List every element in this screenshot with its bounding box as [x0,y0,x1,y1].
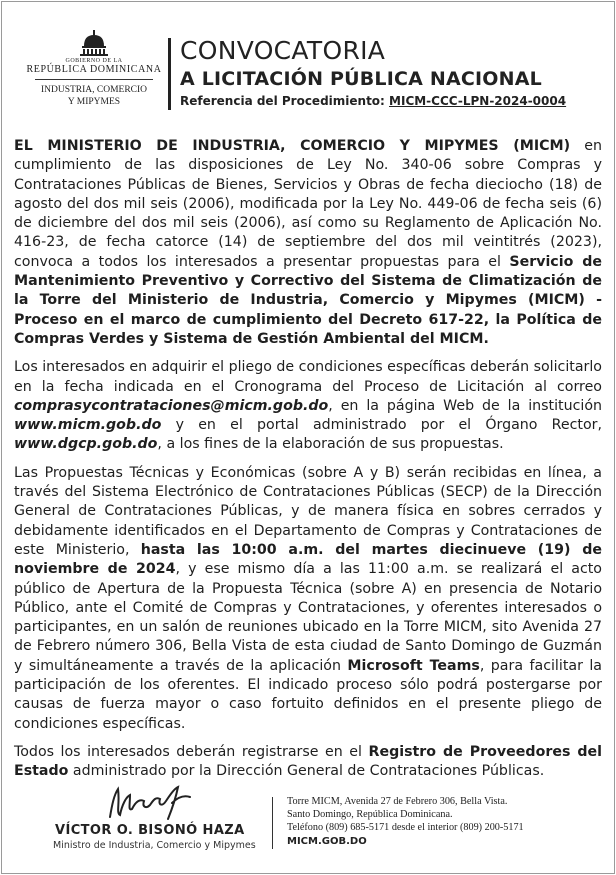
phone-line: Teléfono (809) 685-5171 desde el interior (809) 200-5171 [287,822,524,834]
procedure-reference [180,94,566,108]
paragraph-1 [14,137,602,349]
government-logo [24,30,164,108]
supplier-registry: Registro de Proveedores del Estado [14,743,603,780]
dgcp-website-link[interactable]: www.dgcp.gob.do [14,436,158,453]
paragraph-2 [14,358,602,454]
national-palace-dome-icon [77,30,111,56]
email-link[interactable]: comprasycontrataciones@micm.gob.do [14,397,329,414]
reference-code: MICM-CCC-LPN-2024-0004 [389,94,567,108]
paragraph-3-text-c: , para facilitar la participación de los oferentes. El indicado proceso sólo podrá postergarse por causas de fuerza mayor o caso fortuito definidos en el presente pliego de condiciones específicas. [14,657,603,732]
signer-name: VÍCTOR O. BISONÓ HAZA [55,823,245,838]
paragraph-3 [14,464,602,734]
page-title: CONVOCATORIA [180,36,386,65]
ministry-label-line1: INDUSTRIA, COMERCIO [40,85,148,95]
paragraph-4-text-b: administrado por la Dirección General de Contrataciones Públicas. [68,763,545,780]
paragraph-4-text-a: Todos los interesados deberán registrarse en el [14,743,369,760]
footer-divider [272,797,273,849]
header-divider [168,38,171,110]
teams-app: Microsoft Teams [347,657,480,674]
paragraph-2-text-b: , en la página Web de la institución [328,397,602,414]
page-subtitle: A LICITACIÓN PÚBLICA NACIONAL [180,68,542,90]
reference-label: Referencia del Procedimiento: [180,94,390,108]
paragraph-1-text: en cumplimiento de las disposiciones de Ley No. 340-06 sobre Compras y Contrataciones Públicas de Bienes, Servicios y Obras de fecha dieciocho (18) de agosto del dos mil seis (2006), modificada por la Ley No. 449-06 de fecha seis (6) de diciembre del dos mil seis (2006), así como su Reglamento de Aplicación No. 416-23, de fecha catorce (14) de septiembre del dos mil veintitrés (2023), convoca a todos los interesados a presentar propuestas para el [14,138,602,270]
paragraph-3-text-b: , y ese mismo día a las 11:00 a.m. se realizará el acto público de Apertura de la Propuesta Técnica (sobre A) en presencia de Notario Público, ante el Comité de Compras y Contrataciones, y oferentes interesados o participantes, en un salón de reuniones ubicado en la Torre MICM, sito Avenida 27 de Febrero número 306, Bella Vista de esta ciudad de Santo Domingo de Guzmán y simultáneamente a través de la aplicación [14,561,602,674]
logo-divider [35,79,153,80]
paragraph-2-text-d: , a los fines de la elaboración de sus propuestas. [157,436,504,453]
announcement-body [14,137,602,791]
signer-role: Ministro de Industria, Comercio y Mipymes [53,840,256,851]
ministry-name: EL MINISTERIO DE INDUSTRIA, COMERCIO Y MIPYMES (MICM) [14,138,571,154]
paragraph-2-text-c: y en el portal administrado por el Órgano Rector, [161,417,602,434]
paragraph-2-text-a: Los interesados en adquirir el pliego de condiciones específicas deberán solicitarlo en la fecha indicada en el Cronograma del Proceso de Licitación al correo [14,359,602,395]
micm-website-link[interactable]: www.micm.gob.do [14,417,162,434]
address-line-2: Santo Domingo, República Dominicana. [287,809,453,821]
address-line-1: Torre MICM, Avenida 27 de Febrero 306, Bella Vista. [287,796,508,807]
deadline: hasta las 10:00 a.m. del martes diecinueve (19) de noviembre de 2024 [14,541,602,578]
government-label: GOBIERNO DE LA [65,58,123,64]
paragraph-3-text-a: Las Propuestas Técnicas y Económicas (sobre A y B) serán recibidas en línea, a través del Sistema Electrónico de Contrataciones Públicas (SECP) de la Dirección General de Contrataciones Públicas, y de manera física en sobres cerrados y debidamente identificados en el Departamento de Compras y Contrataciones de este Ministerio, [14,464,602,558]
footer-website-link[interactable]: MICM.GOB.DO [287,835,367,847]
contact-info [287,795,524,848]
service-description: Servicio de Mantenimiento Preventivo y Correctivo del Sistema de Climatización de la Torre del Ministerio de Industria, Comercio y Mipymes (MICM) - Proceso en el marco de cumplimiento del Decreto 617-22, la Política de Compras Verdes y Sistema de Gestión Ambiental del MICM. [14,253,602,347]
ministry-label-line2: Y MIPYMES [67,97,121,107]
republic-label: REPÚBLICA DOMINICANA [26,64,162,75]
signature-icon [60,783,210,825]
paragraph-4 [14,743,602,782]
